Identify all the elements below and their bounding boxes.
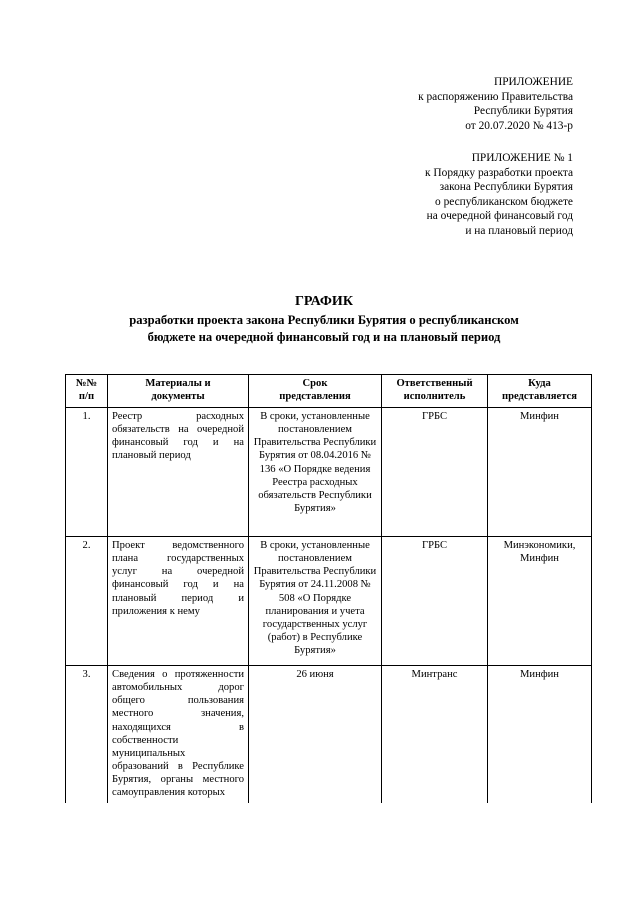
header-responsible [382,375,488,408]
cell-materials: Сведения о протяженности автомобильных дорог общего пользования местного значения, находящихся в собственности муниципальных образований в Республике Бурятия, органы местного самоуправления которых [108,666,249,803]
header-recipient [488,375,592,408]
appendix-line: Республики Бурятия [473,105,573,118]
cell-number: 1. [66,408,108,537]
header-text: Срок [302,378,328,389]
cell-deadline: В сроки, установленные постановлением Правительства Республики Бурятия от 24.11.2008 № 508 «О Порядке планирования и учета государственных услуг (работ) в Республике Бурятия» [249,537,382,666]
header-number [66,375,108,408]
header-text: Материалы и [145,378,211,389]
title-subtitle-line: бюджете на очередной финансовый год и на плановый период [147,330,501,344]
cell-responsible: ГРБС [382,408,488,537]
table-row [66,666,592,803]
title-subtitle-line: разработки проекта закона Республики Бурятия о республиканском [129,313,519,327]
appendix-1-header [425,151,573,239]
appendix-line: ПРИЛОЖЕНИЕ № 1 [471,152,573,164]
appendix-header [418,75,573,133]
table-header-row [66,375,592,408]
header-deadline [249,375,382,408]
document-title [60,293,588,346]
appendix-line: к Порядку разработки проекта [425,166,573,179]
header-text: исполнитель [403,391,466,403]
appendix-line: и на плановый период [465,224,573,237]
header-text: документы [151,391,205,403]
header-text: п/п [78,391,95,403]
header-text: Куда [528,378,551,389]
cell-deadline: В сроки, установленные постановлением Правительства Республики Бурятия от 08.04.2016 № 136 «О Порядке ведения Реестра расходных обязательств Республики Бурятия» [249,408,382,537]
cell-number: 3. [66,666,108,803]
header-materials [108,375,249,408]
cell-recipient: Минфин [488,666,592,803]
cell-responsible: ГРБС [382,537,488,666]
cell-recipient: Минэкономики, Минфин [488,537,592,666]
appendix-line: ПРИЛОЖЕНИЕ [493,76,573,88]
appendix-line: на очередной финансовый год [426,210,573,223]
title-main: ГРАФИК [295,294,353,309]
header-text: №№ [75,378,98,389]
appendix-line: закона Республики Бурятия [439,181,573,194]
cell-recipient: Минфин [488,408,592,537]
appendix-line: от 20.07.2020 № 413-р [465,119,573,132]
cell-deadline: 26 июня [249,666,382,803]
header-text: представляется [502,391,577,403]
table-row [66,408,592,537]
cell-responsible: Минтранс [382,666,488,803]
header-text: Ответственный [396,378,473,389]
schedule-table [65,374,592,803]
cell-materials: Проект ведомственного плана государственных услуг на очередной финансовый год и на плановый период и приложения к нему [108,537,249,666]
cell-number: 2. [66,537,108,666]
cell-materials: Реестр расходных обязательств на очередной финансовый год и на плановый период [108,408,249,537]
table-row [66,537,592,666]
appendix-line: о республиканском бюджете [435,195,573,208]
header-text: представления [279,391,351,403]
appendix-line: к распоряжению Правительства [418,90,573,103]
